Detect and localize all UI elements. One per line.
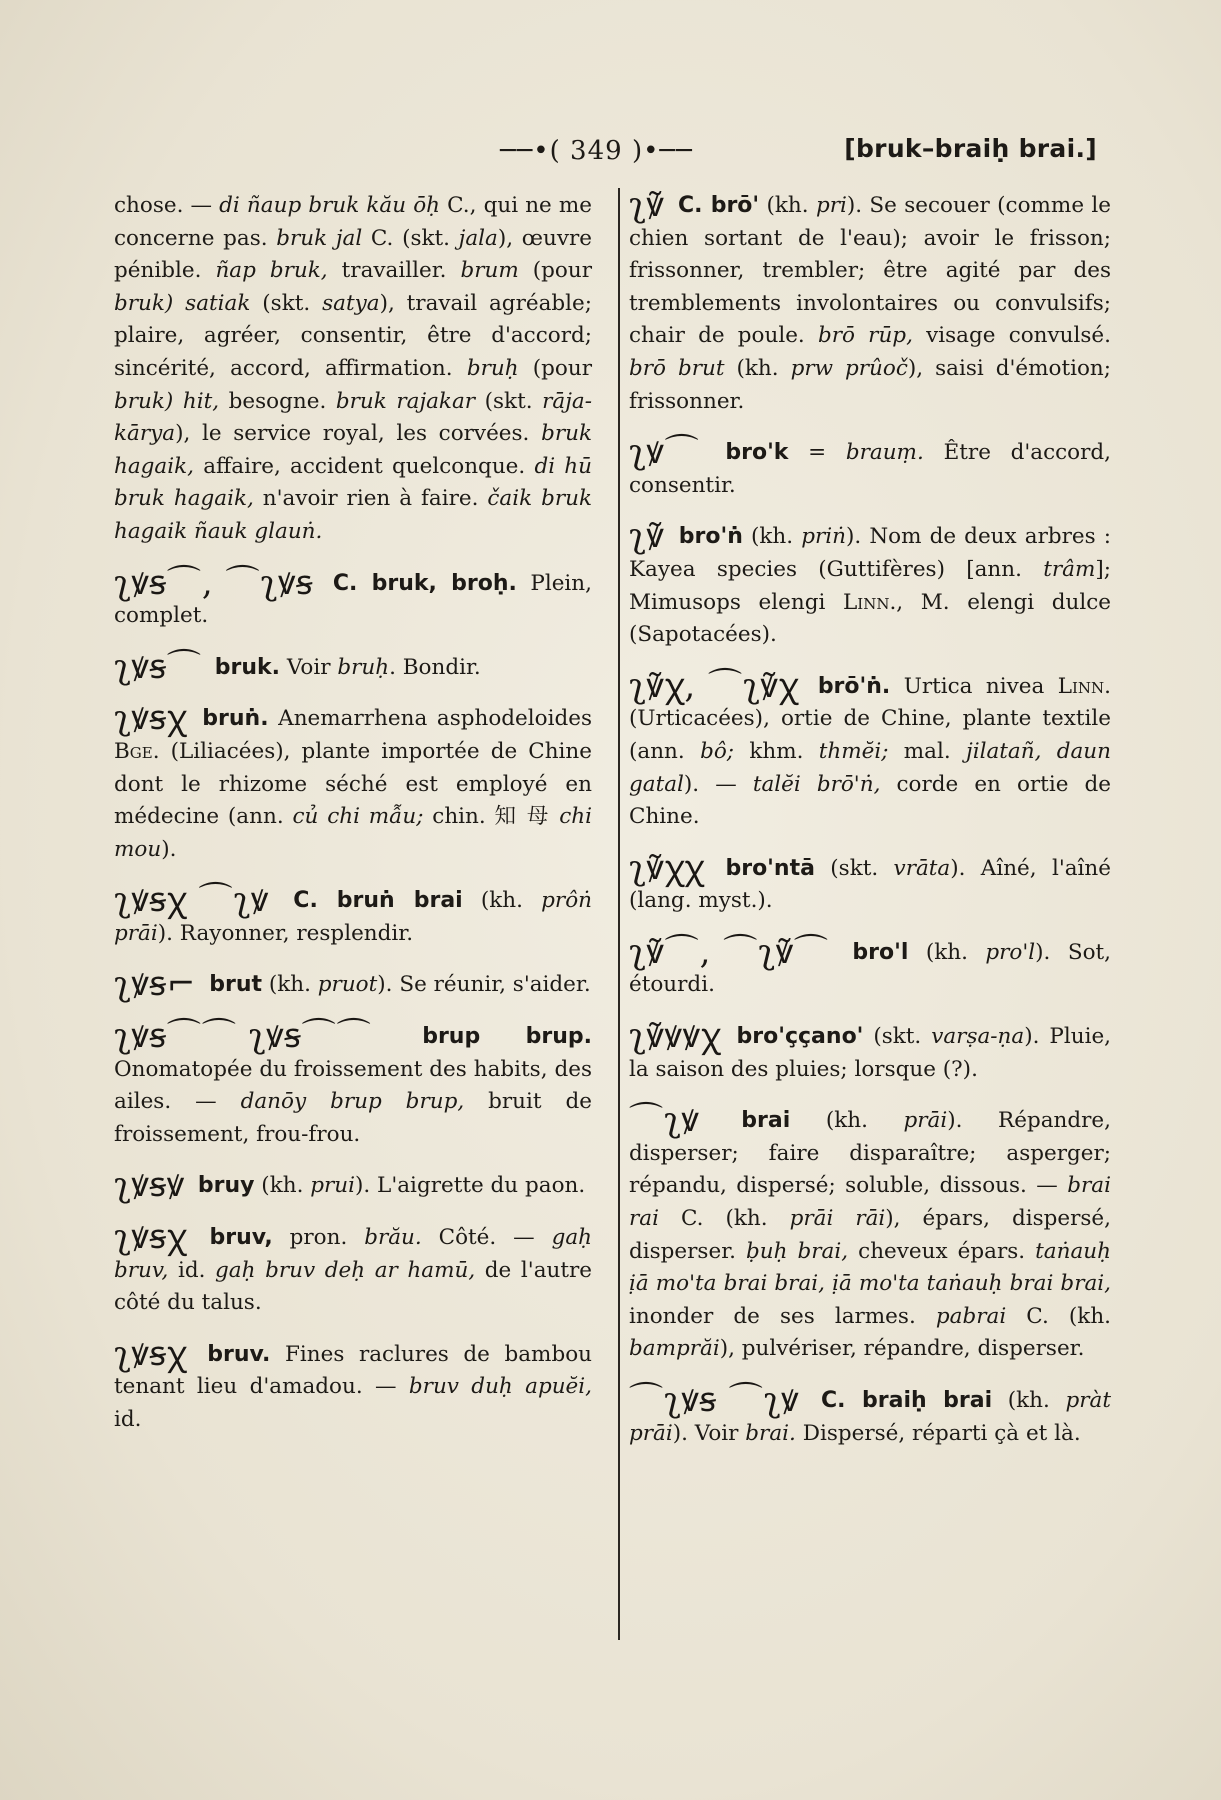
cham-script: ʅꝟ̃ꝟꝟꭓ: [629, 1016, 721, 1057]
dictionary-entry: ʅꝟ̃ꝟꝟꭓ bro'ççano' (skt. varṣa-ṇa). Pluie, la saison des pluies; lorsque (?).: [629, 1016, 1112, 1082]
headword: bro'k: [725, 440, 789, 466]
right-column: [629, 185, 1112, 1450]
dictionary-entry: ʅꝟꞩ⌐ brut (kh. pruot). Se réunir, s'aider.: [114, 964, 591, 1005]
headword: C. bruk, broḥ.: [332, 570, 517, 596]
dictionary-entry: ʅꝟꞩꭓ bruv. Fines raclures de bambou tenant lieu d'amadou. — bruv duḥ apuĕi, id.: [114, 1333, 592, 1432]
dictionary-entry: ʅꝟꞩꭓ bruṅ. Anemarrhena asphodeloides Bge. (Liliacées), plante importée de Chine dont le rhizome séché est employé en médecine (ann. củ chi mẫu; chin. 知 母 chi mou).: [114, 698, 592, 862]
headword: bruk.: [214, 654, 280, 680]
cham-script: ʅꝟꞩꭓ ⌒ʅꝟ: [114, 880, 270, 921]
page-number: ──•( 349 )•──: [500, 136, 693, 166]
dictionary-entry: ʅꝟꞩ⌒⌒ ʅꝟꞩ⌒⌒ brup brup. Onomatopée du froissement des habits, des ailes. — danōy brup brup, bruit de froissement, frou-frou.: [114, 1016, 592, 1147]
dictionary-entry: ʅꝟꞩꭓ bruv, pron. brău. Côté. — gaḥ bruv, id. gaḥ bruv deḥ ar hamū, de l'autre côté du talus.: [114, 1217, 592, 1316]
left-column: [114, 190, 592, 1437]
cham-script: ʅꝟ̃: [629, 185, 665, 225]
running-head: [bruk–braiḥ brai.]: [844, 134, 1097, 163]
headword: brut: [209, 972, 263, 998]
headword: bro'l: [852, 939, 909, 965]
cham-script: ʅꝟ̃ꭓ, ⌒ʅꝟ̃ꭓ: [629, 665, 799, 706]
headword: C. bruṅ brai: [293, 888, 463, 914]
column-divider: [618, 188, 620, 1640]
cham-script: ʅꝟꞩꭓ: [114, 1217, 187, 1258]
dictionary-entry: ⌒ʅꝟ brai (kh. prāi). Répandre, disperser; faire disparaître; asperger; répandu, dispersé; soluble, dissous. — brai rai C. (kh. prāi rāi), épars, dispersé, disperser. ḅuḥ brai, cheveux épars. taṅauḥ ịā mo'ta brai brai, ịā mo'ta taṅauḥ brai brai, inonder de ses larmes. pabrai C. (kh. bamprăi), pulvériser, répandre, disperser.: [629, 1100, 1111, 1362]
cham-script: ʅꝟꞩꝟ: [114, 1165, 186, 1206]
cham-script: ʅꝟꞩꭓ: [114, 698, 187, 739]
dictionary-entry: ʅꝟ⌒ bro'k = brauṃ. Être d'accord, consentir.: [629, 432, 1112, 498]
dictionary-entry: ʅꝟꞩ⌒ bruk. Voir bruḥ. Bondir.: [114, 646, 481, 687]
cham-script: ʅꝟꞩꭓ: [114, 1333, 187, 1374]
headword: brō'ṅ.: [817, 673, 891, 699]
cham-script: ʅꝟ̃: [629, 516, 665, 557]
dictionary-entry: ʅꝟ̃ C. brō' (kh. pri). Se secouer (comme le chien sortant de l'eau); avoir le frisson; frissonner, trembler; être agité par des tremblements involontaires ou convulsifs; chair de poule. brō rūp, visage convulsé. brō brut (kh. prw prûoč), saisi d'émotion; frissonner.: [629, 185, 1111, 414]
headword: bruy: [197, 1173, 255, 1199]
dictionary-entry: ⌒ʅꝟꞩ ⌒ʅꝟ C. braiḥ brai (kh. pràt prāi). Voir brai. Dispersé, réparti çà et là.: [629, 1380, 1111, 1446]
cham-script: ʅꝟꞩ⌒, ⌒ʅꝟꞩ: [114, 562, 314, 603]
dictionary-entry: chose. — di ñaup bruk kău ōḥ C., qui ne me concerne pas. bruk jal C. (skt. jala), œuvre pénible. ñap bruk, travailler. brum (pour bruk) satiak (skt. satya), travail agréable; plaire, agréer, consentir, être d'accord; sincérité, accord, affirmation. bruḥ (pour bruk) hit, besogne. bruk rajakar (skt. rāja-kārya), le service royal, les corvées. bruk hagaik, affaire, accident quelconque. di hū bruk hagaik, n'avoir rien à faire. čaik bruk hagaik ñauk glauṅ.: [114, 193, 593, 544]
dictionary-entry: ʅꝟ̃⌒, ⌒ʅꝟ̃⌒ bro'l (kh. pro'l). Sot, étourdi.: [629, 931, 1111, 998]
cham-script: ʅꝟ⌒: [629, 432, 700, 473]
headword: bruv.: [207, 1341, 271, 1367]
headword: C. brō': [678, 193, 760, 218]
cham-script: ʅꝟꞩ⌐: [114, 964, 197, 1005]
cham-script: ʅꝟꞩ⌒⌒ ʅꝟꞩ⌒⌒: [114, 1016, 372, 1057]
dictionary-entry: ʅꝟꞩꭓ ⌒ʅꝟ C. bruṅ brai (kh. prôṅ prāi). Rayonner, resplendir.: [114, 880, 593, 946]
cham-script: ʅꝟꞩ⌒: [114, 646, 202, 687]
cham-script: ʅꝟ̃ꭓꭓ: [629, 847, 705, 888]
headword: C. braiḥ brai: [821, 1388, 993, 1413]
headword: brai: [741, 1108, 791, 1134]
cham-script: ⌒ʅꝟꞩ ⌒ʅꝟ: [629, 1380, 800, 1420]
cham-script: ʅꝟ̃⌒, ⌒ʅꝟ̃⌒: [629, 931, 829, 972]
dictionary-entry: ʅꝟ̃ꭓ, ⌒ʅꝟ̃ꭓ brō'ṅ. Urtica nivea Linn. (Urticacées), ortie de Chine, plante textile (ann. bô; khm. thmĕi; mal. jilatañ, daun gatal). — talĕi brō'ṅ, corde en ortie de Chine.: [629, 665, 1111, 830]
dictionary-entry: ʅꝟꞩꝟ bruy (kh. prui). L'aigrette du paon.: [114, 1165, 586, 1206]
headword: bruṅ.: [202, 706, 269, 732]
headword: bruv,: [209, 1225, 273, 1251]
dictionary-entry: ʅꝟ̃ bro'ṅ (kh. priṅ). Nom de deux arbres : Kayea species (Guttifères) [ann. trâm]; Mimusops elengi Linn., M. elengi dulce (Sapotacées).: [629, 516, 1112, 648]
dictionary-entry: ʅꝟ̃ꭓꭓ bro'ntā (skt. vrāta). Aîné, l'aîné (lang. myst.).: [629, 847, 1111, 914]
dictionary-entry: ʅꝟꞩ⌒, ⌒ʅꝟꞩ C. bruk, broḥ. Plein, complet.: [114, 562, 592, 629]
headword: bro'ntā: [725, 855, 815, 881]
page-header: [0, 130, 1221, 174]
headword: bro'ṅ: [678, 524, 743, 550]
headword: bro'ççano': [736, 1024, 864, 1050]
headword: brup brup.: [422, 1024, 592, 1050]
cham-script: ⌒ʅꝟ: [629, 1100, 700, 1141]
